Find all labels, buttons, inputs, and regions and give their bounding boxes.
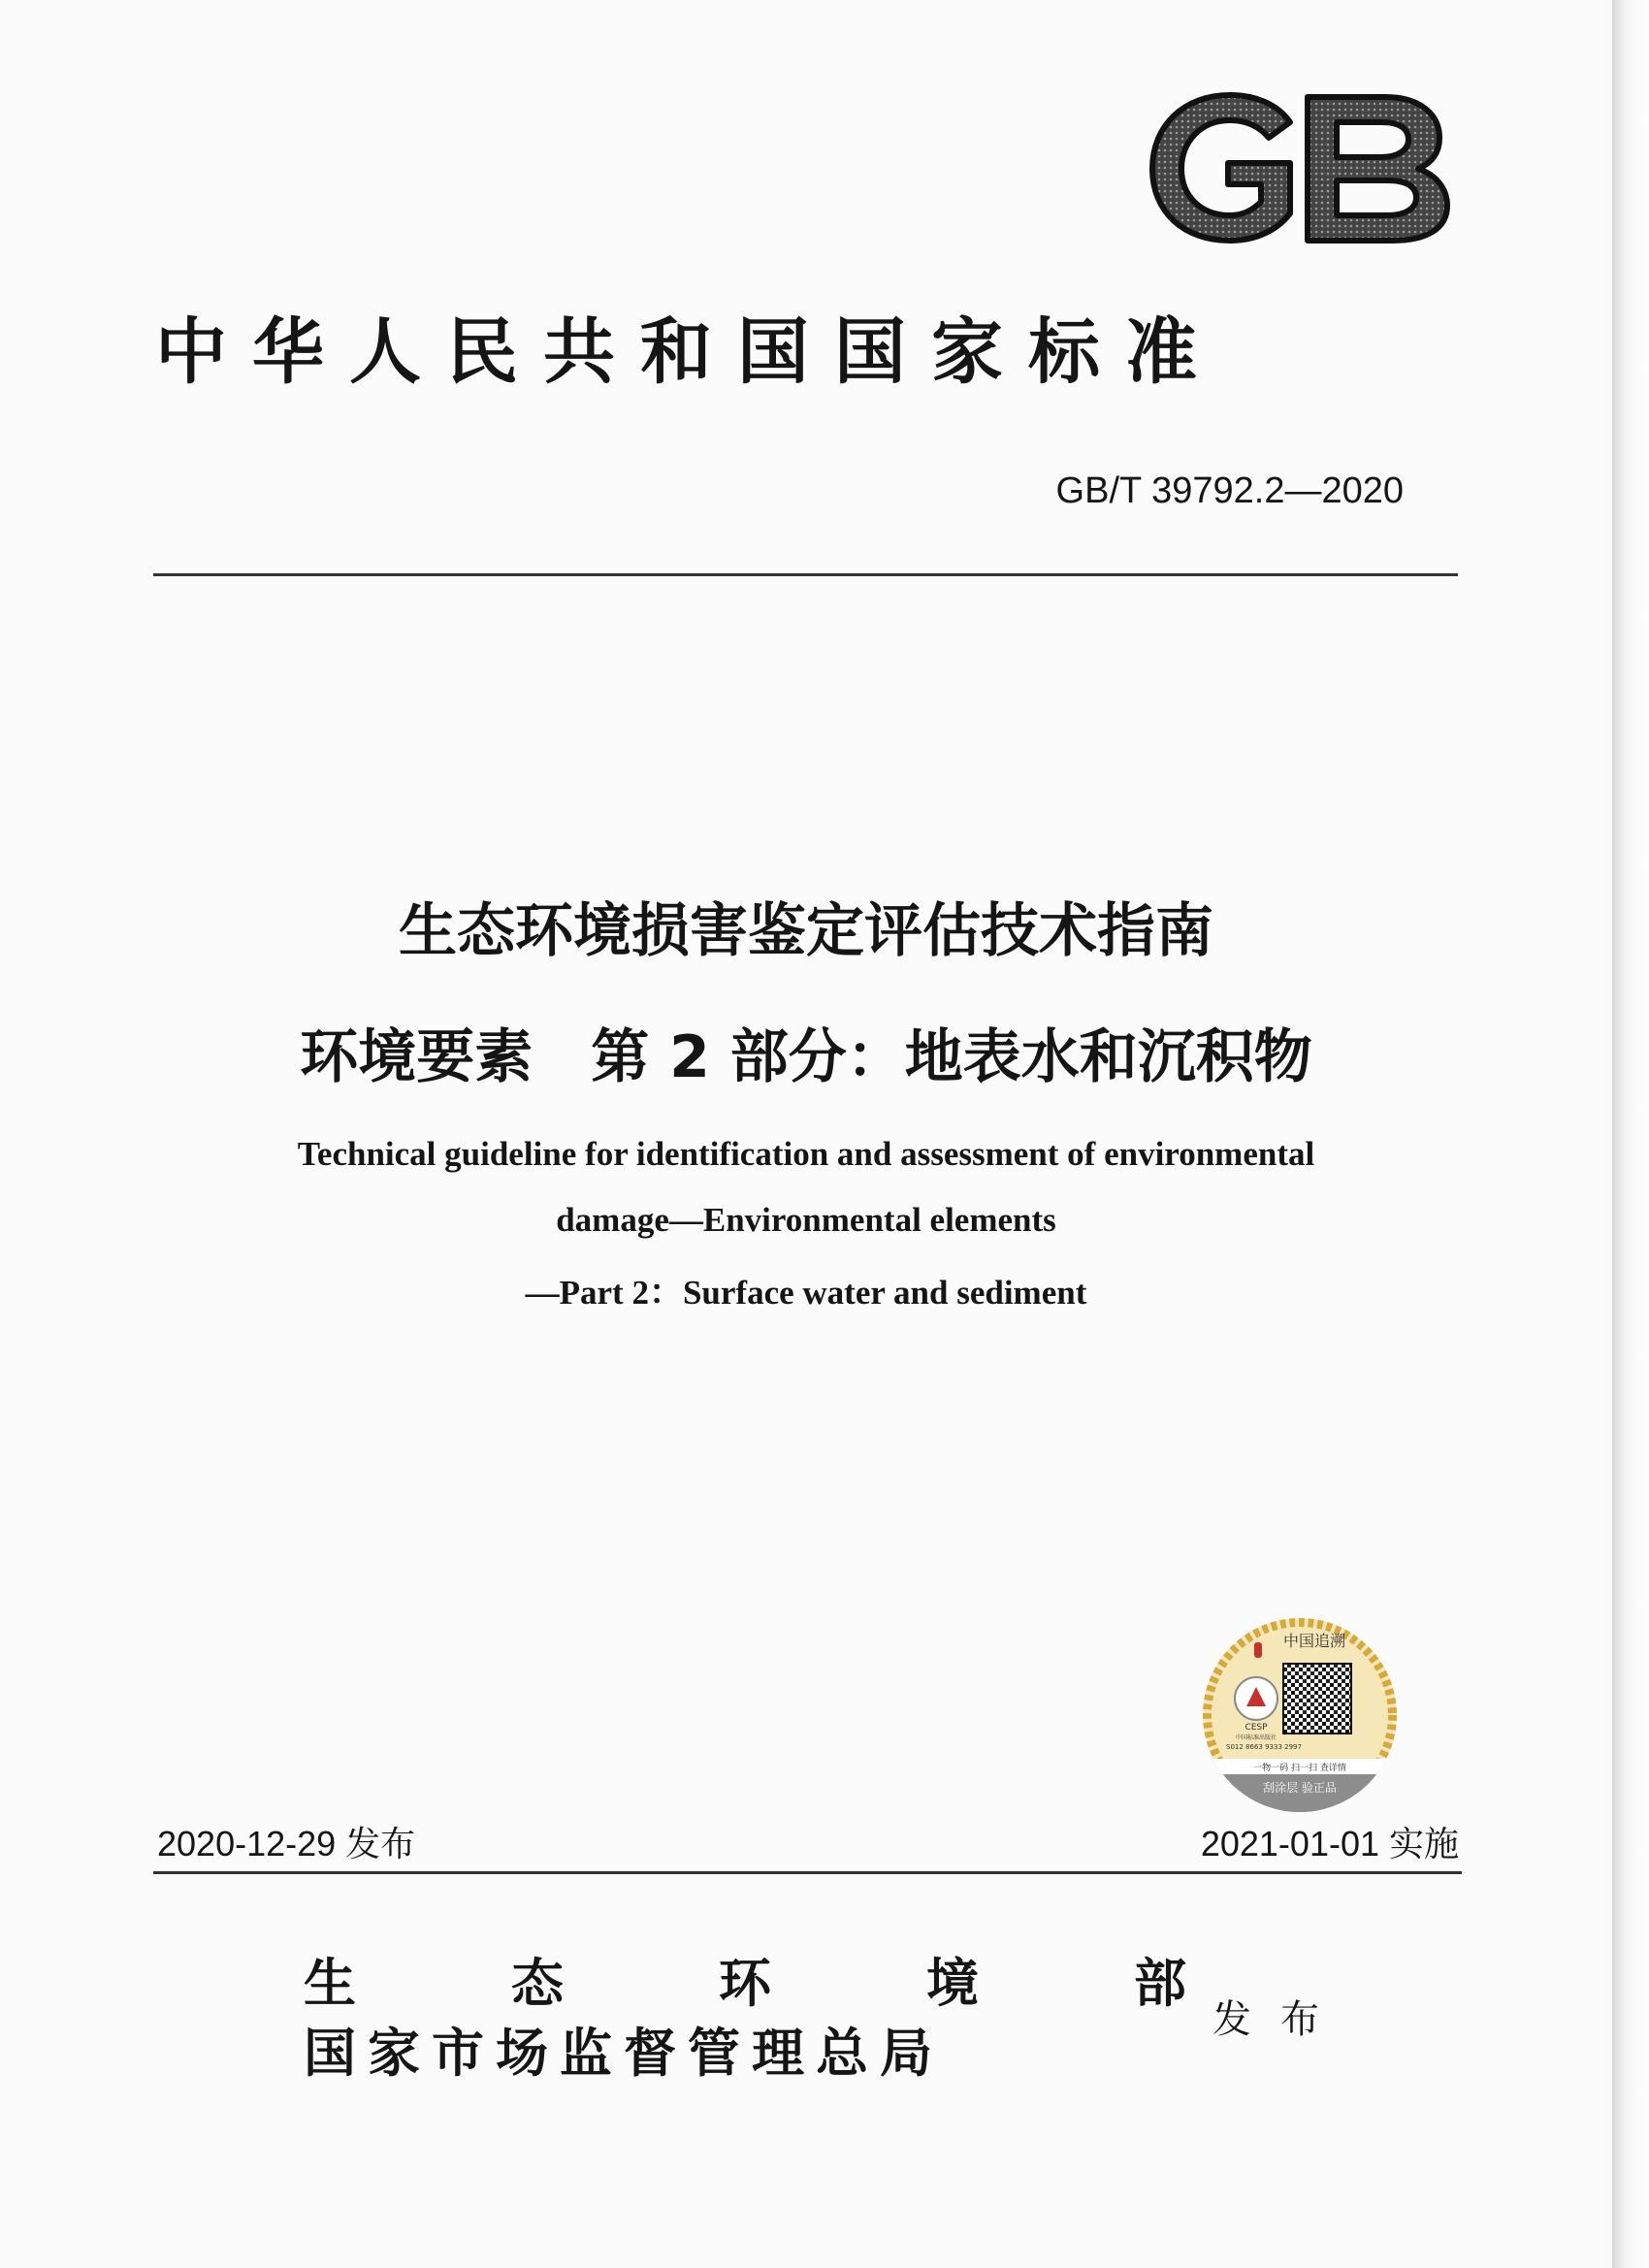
issuer-ministry: [304, 1942, 1186, 2017]
issuer-ministry-char: 态: [511, 1952, 564, 2014]
bottom-divider: [153, 1871, 1462, 1874]
title-cn-line2: 环境要素 第 2 部分：地表水和沉积物: [300, 1023, 1312, 1091]
title-en-line3: —Part 2：Surface water and sediment: [525, 1274, 1087, 1312]
top-divider: [153, 573, 1458, 576]
issue-date: 2020-12-29 发布: [157, 1824, 416, 1863]
seal-caption: 一物一码 扫一扫 查详情: [1253, 1764, 1346, 1773]
issuer-samr: 国家市场监督管理总局: [304, 2022, 944, 2084]
title-en-line1: Technical guideline for identification and assessment of environmental: [297, 1135, 1315, 1173]
page-edge-shadow: [1612, 0, 1649, 2268]
implementation-date: 2021-01-01 实施: [1200, 1824, 1459, 1863]
standard-code: GB/T 39792.2—2020: [1055, 470, 1404, 511]
issuer-ministry-char: 环: [719, 1952, 771, 2014]
title-en-line2: damage—Environmental elements: [556, 1201, 1056, 1239]
seal-side-text: CESP: [1245, 1723, 1268, 1733]
seal-scratch-label: 刮涂层 验正品: [1263, 1781, 1337, 1795]
seal-serial: S012 8663 9333 2997: [1226, 1743, 1302, 1751]
issuer-ministry-char: 生: [304, 1952, 356, 2014]
issuer-ministry-char: 境: [926, 1952, 979, 2014]
seal-org-text: 中国标准出版社: [1235, 1734, 1277, 1741]
gb-logo: [1145, 89, 1453, 246]
anti-counterfeit-seal: [1198, 1613, 1402, 1817]
issuer-ministry-char: 部: [1134, 1952, 1186, 2014]
standard-category-title: 中华人民共和国国家标准: [155, 310, 1222, 394]
seal-top-text: 中国追溯: [1282, 1632, 1346, 1650]
title-cn-line1: 生态环境损害鉴定评估技术指南: [399, 897, 1213, 965]
publish-label: 发布: [1212, 1997, 1348, 2042]
gb-logo-text: GB: [1145, 89, 1147, 90]
